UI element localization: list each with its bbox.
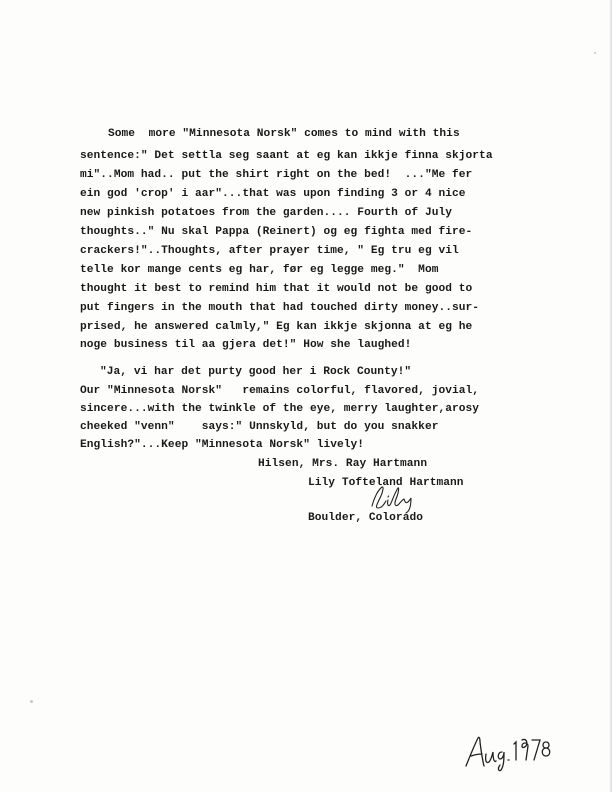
- handwritten-date-note: [462, 730, 558, 772]
- letter-line: put fingers in the mouth that had touched dirty money..sur-: [80, 302, 480, 314]
- letter-line: thoughts.." Nu skal Pappa (Reinert) og eg fighta med fire-: [80, 226, 473, 238]
- letter-line: mi"..Mom had.. put the shirt right on the bed! ..."Me fer: [80, 169, 473, 181]
- letter-line: ein god 'crop' i aar"...that was upon finding 3 or 4 nice: [80, 188, 466, 200]
- letter-line: "Ja, vi har det purty good her i Rock County!": [100, 366, 412, 378]
- letter-line: English?"...Keep "Minnesota Norsk" lively!: [80, 439, 365, 451]
- letter-line: noge business til aa gjera det!" How she laughed!: [80, 339, 412, 351]
- paper-speck: [594, 52, 596, 54]
- signer-location: Boulder, Colorado: [308, 512, 423, 524]
- closing-line: Hilsen, Mrs. Ray Hartmann: [258, 458, 428, 470]
- signer-name: Lily Tofteland Hartmann: [308, 477, 464, 489]
- letter-line: cheeked "venn" says:" Unnskyld, but do you snakker: [80, 421, 439, 433]
- signature-handwriting: [366, 484, 416, 514]
- letter-line: prised, he answered calmly," Eg kan ikkje skjonna at eg he: [80, 321, 473, 333]
- letter-line: sentence:" Det settla seg saant at eg kan ikkje finna skjorta: [80, 150, 493, 162]
- letter-line: crackers!"..Thoughts, after prayer time, " Eg tru eg vil: [80, 245, 459, 257]
- letter-line: Some more "Minnesota Norsk" comes to mind with this: [108, 128, 460, 140]
- letter-line: new pinkish potatoes from the garden.... Fourth of July: [80, 207, 452, 219]
- letter-line: thought it best to remind him that it would not be good to: [80, 283, 473, 295]
- letter-line: telle kor mange cents eg har, før eg legge meg." Mom: [80, 264, 439, 276]
- paper-speck: [30, 700, 33, 703]
- letter-line: sincere...with the twinkle of the eye, merry laughter,arosy: [80, 403, 480, 415]
- letter-line: Our "Minnesota Norsk" remains colorful, flavored, jovial,: [80, 385, 480, 397]
